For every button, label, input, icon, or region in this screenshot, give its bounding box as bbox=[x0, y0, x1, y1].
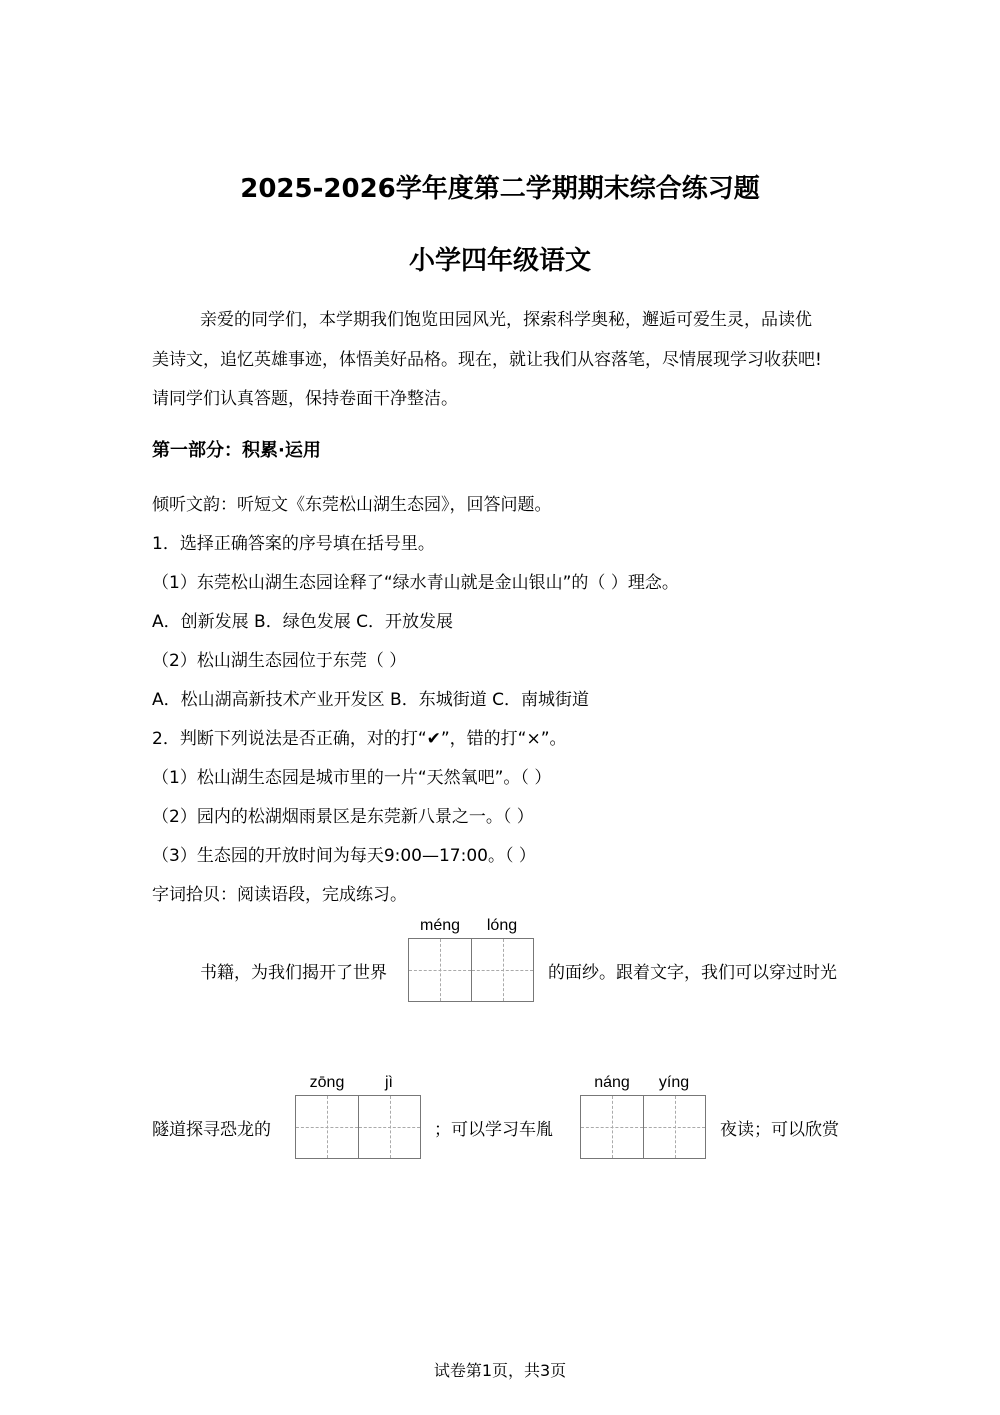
tianzige-grid-3[interactable] bbox=[580, 1095, 706, 1159]
section-heading: 第一部分：积累·运用 bbox=[152, 440, 321, 461]
words-line2-before: 隧道探寻恐龙的 bbox=[152, 1120, 271, 1140]
tianzige-cell[interactable] bbox=[581, 1096, 643, 1158]
words-prompt: 字词拾贝：阅读语段，完成练习。 bbox=[152, 885, 407, 905]
words-line1-before: 书籍，为我们揭开了世界 bbox=[200, 963, 387, 983]
q1-sub1-options: A．创新发展 B．绿色发展 C．开放发展 bbox=[152, 612, 453, 632]
q1-sub2: （2）松山湖生态园位于东莞（ ） bbox=[152, 651, 407, 671]
pinyin-ying: yíng bbox=[658, 1074, 690, 1091]
words-line2-mid: ；可以学习车胤 bbox=[434, 1120, 553, 1140]
intro-line-3: 请同学们认真答题，保持卷面干净整洁。 bbox=[152, 389, 458, 409]
pinyin-ji: jì bbox=[385, 1074, 393, 1091]
q2-sub2: （2）园内的松湖烟雨景区是东莞新八景之一。（ ） bbox=[152, 807, 534, 827]
intro-line-1: 亲爱的同学们，本学期我们饱览田园风光，探索科学奥秘，邂逅可爱生灵，品读优 bbox=[200, 310, 812, 330]
words-line1-after: 的面纱。跟着文字，我们可以穿过时光 bbox=[548, 963, 837, 983]
intro-line-2: 美诗文，追忆英雄事迹，体悟美好品格。现在，就让我们从容落笔，尽情展现学习收获吧! bbox=[152, 350, 822, 370]
pinyin-zong: zōng bbox=[309, 1074, 345, 1091]
tianzige-cell[interactable] bbox=[358, 1096, 420, 1158]
q1-sub1: （1）东莞松山湖生态园诠释了“绿水青山就是金山银山”的（ ）理念。 bbox=[152, 573, 679, 593]
exam-subtitle: 小学四年级语文 bbox=[408, 246, 591, 276]
pinyin-meng: méng bbox=[419, 917, 461, 934]
q2-sub1: （1）松山湖生态园是城市里的一片“天然氧吧”。（ ） bbox=[152, 768, 552, 788]
listening-prompt: 倾听文韵：听短文《东莞松山湖生态园》，回答问题。 bbox=[152, 495, 552, 515]
pinyin-nang: náng bbox=[594, 1074, 630, 1091]
page-footer: 试卷第1页，共3页 bbox=[433, 1361, 567, 1380]
tianzige-grid-1[interactable] bbox=[408, 938, 534, 1002]
tianzige-grid-2[interactable] bbox=[295, 1095, 421, 1159]
q1-sub2-options: A．松山湖高新技术产业开发区 B．东城街道 C．南城街道 bbox=[152, 690, 589, 710]
words-line2-after: 夜读；可以欣赏 bbox=[720, 1120, 839, 1140]
tianzige-cell[interactable] bbox=[296, 1096, 358, 1158]
tianzige-cell[interactable] bbox=[409, 939, 471, 1001]
exam-title: 2025-2026学年度第二学期期末综合练习题 bbox=[240, 174, 760, 204]
tianzige-cell[interactable] bbox=[643, 1096, 705, 1158]
pinyin-long: lóng bbox=[486, 917, 518, 934]
q1-prompt: 1．选择正确答案的序号填在括号里。 bbox=[152, 534, 435, 554]
q2-prompt: 2．判断下列说法是否正确，对的打“✔”，错的打“×”。 bbox=[152, 729, 567, 749]
tianzige-cell[interactable] bbox=[471, 939, 533, 1001]
q2-sub3: （3）生态园的开放时间为每天9:00—17:00。（ ） bbox=[152, 846, 536, 866]
